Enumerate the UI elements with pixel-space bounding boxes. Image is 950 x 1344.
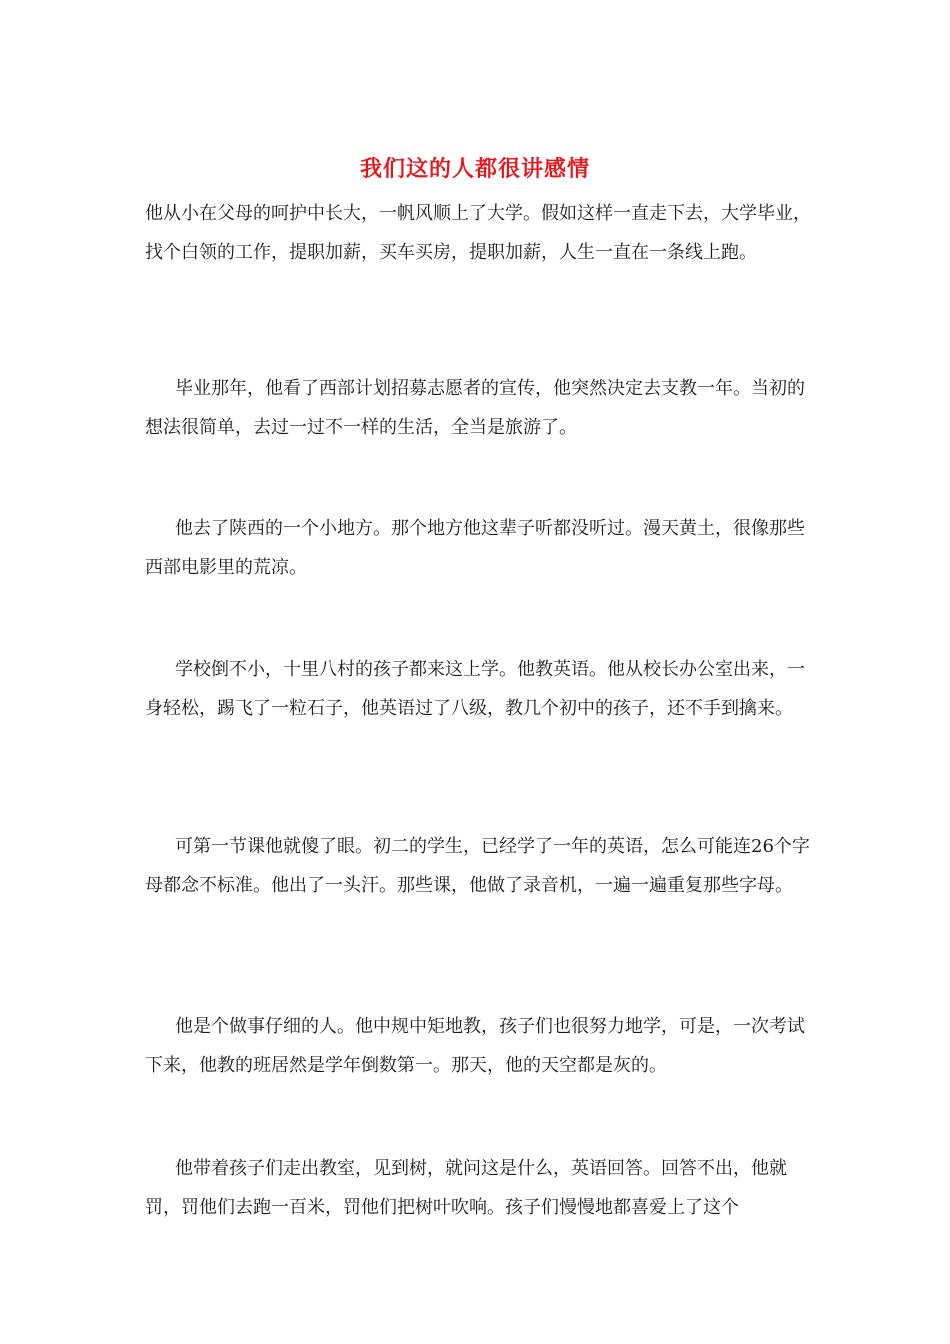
- paragraph-1: 他从小在父母的呵护中长大，一帆风顺上了大学。假如这样一直走下去，大学毕业，找个白领的工作，提职加薪，买车买房，提职加薪，人生一直在一条线上跑。: [145, 203, 811, 263]
- paragraph-5: 可第一节课他就傻了眼。初二的学生，已经学了一年的英语，怎么可能连26个字母都念不标准。他出了一头汗。那些课，他做了录音机，一遍一遍重复那些字母。: [145, 836, 810, 896]
- document-title: 我们这的人都很讲感情: [359, 156, 590, 182]
- paragraph-7: 他带着孩子们走出教室，见到树，就问这是什么，英语回答。回答不出，他就罚，罚他们去跑一百米，罚他们把树叶吹响。孩子们慢慢地都喜爱上了这个: [145, 1158, 787, 1218]
- paragraph-3: 他去了陕西的一个小地方。那个地方他这辈子听都没听过。漫天黄土，很像那些西部电影里的荒凉。: [145, 518, 805, 578]
- paragraph-2: 毕业那年，他看了西部计划招募志愿者的宣传，他突然决定去支教一年。当初的想法很简单，去过一过不一样的生活，全当是旅游了。: [145, 378, 805, 438]
- paragraph-4: 学校倒不小，十里八村的孩子都来这上学。他教英语。他从校长办公室出来，一身轻松，踢飞了一粒石子，他英语过了八级，教几个初中的孩子，还不手到擒来。: [145, 659, 805, 719]
- paragraph-6: 他是个做事仔细的人。他中规中矩地教，孩子们也很努力地学，可是，一次考试下来，他教的班居然是学年倒数第一。那天，他的天空都是灰的。: [145, 1016, 805, 1076]
